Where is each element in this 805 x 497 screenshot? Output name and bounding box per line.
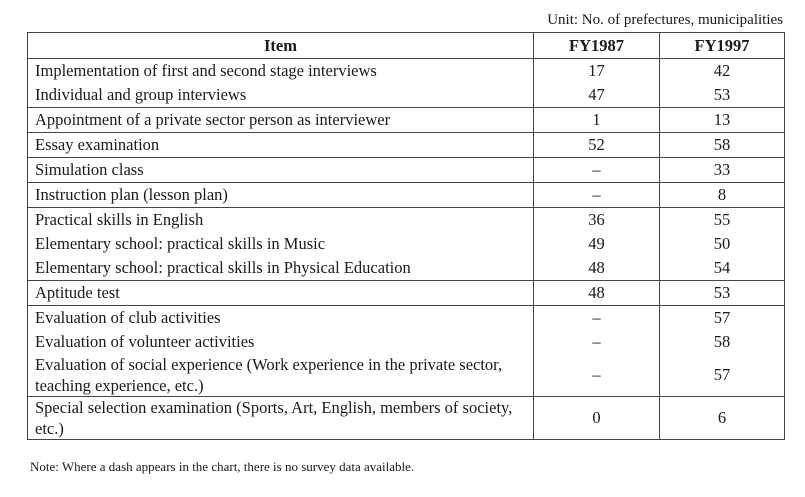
item-cell: Special selection examination (Sports, Art, English, members of society, etc.) [28,397,534,440]
item-cell: Instruction plan (lesson plan) [28,183,534,208]
fy1997-cell: 54 [660,256,785,281]
footnote: Note: Where a dash appears in the chart, there is no survey data available. [30,459,415,474]
item-cell: Simulation class [28,158,534,183]
fy1997-cell: 42 [660,59,785,84]
table-row [28,108,785,133]
fy1987-cell: 48 [534,281,660,306]
item-cell: Aptitude test [28,281,534,306]
item-cell: Implementation of first and second stage interviews [28,59,534,84]
item-cell: Evaluation of social experience (Work experience in the private sector, teaching experience, etc.) [28,354,534,397]
fy1997-cell: 57 [660,306,785,331]
table-row [28,183,785,208]
table-body [28,59,785,440]
table-row [28,330,785,354]
fy1987-cell: – [534,158,660,183]
fy1987-cell: 47 [534,83,660,108]
column-header-item: Item [28,33,534,59]
table-row [28,306,785,331]
table-row [28,158,785,183]
fy1987-cell: 0 [534,397,660,440]
fy1997-cell: 58 [660,133,785,158]
fy1987-cell: 1 [534,108,660,133]
item-cell: Evaluation of club activities [28,306,534,331]
table-row [28,208,785,233]
table-row [28,281,785,306]
fy1997-cell: 8 [660,183,785,208]
fy1987-cell: 52 [534,133,660,158]
fy1997-cell: 55 [660,208,785,233]
fy1987-cell: 17 [534,59,660,84]
fy1997-cell: 13 [660,108,785,133]
fy1997-cell: 58 [660,330,785,354]
fy1997-cell: 53 [660,83,785,108]
table-row [28,397,785,440]
table-row [28,59,785,84]
unit-label: Unit: No. of prefectures, municipalities [547,12,783,28]
fy1997-cell: 50 [660,232,785,256]
fy1987-cell: 48 [534,256,660,281]
item-cell: Elementary school: practical skills in Music [28,232,534,256]
table-row [28,232,785,256]
fy1997-cell: 57 [660,354,785,397]
item-cell: Appointment of a private sector person as interviewer [28,108,534,133]
table-row [28,83,785,108]
fy1987-cell: – [534,306,660,331]
fy1987-cell: 49 [534,232,660,256]
table-header-row [28,33,785,59]
column-header-fy1997: FY1997 [660,33,785,59]
item-cell: Evaluation of volunteer activities [28,330,534,354]
fy1997-cell: 53 [660,281,785,306]
table-row [28,256,785,281]
item-cell: Practical skills in English [28,208,534,233]
item-cell: Elementary school: practical skills in Physical Education [28,256,534,281]
fy1987-cell: – [534,354,660,397]
table-row [28,354,785,397]
item-cell: Essay examination [28,133,534,158]
table-row [28,133,785,158]
column-header-fy1987: FY1987 [534,33,660,59]
item-cell: Individual and group interviews [28,83,534,108]
fy1987-cell: 36 [534,208,660,233]
fy1997-cell: 6 [660,397,785,440]
fy1987-cell: – [534,183,660,208]
data-table [27,32,785,440]
fy1997-cell: 33 [660,158,785,183]
fy1987-cell: – [534,330,660,354]
